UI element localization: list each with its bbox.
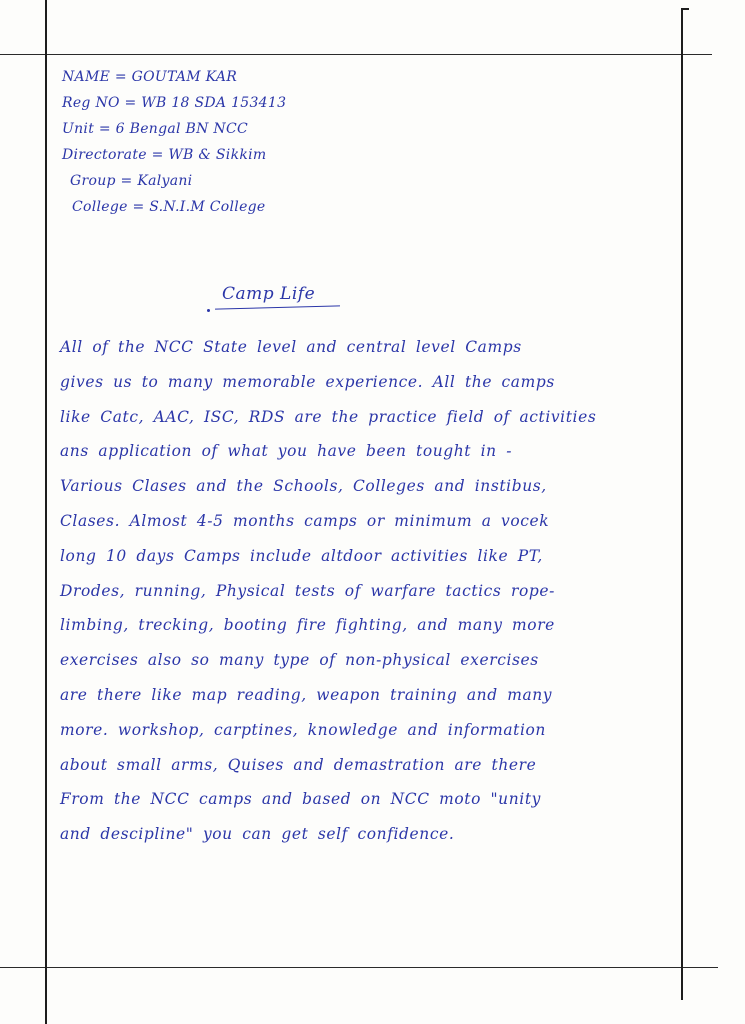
- essay-line: limbing, trecking, booting fire fighting, and many more: [60, 616, 555, 635]
- essay-title: Camp Life: [222, 284, 316, 304]
- essay-line: All of the NCC State level and central level Camps: [60, 338, 522, 356]
- name-line: NAME = GOUTAM KAR: [62, 69, 238, 85]
- directorate-line: Directorate = WB & Sikkim: [62, 147, 267, 163]
- left-margin-line: [45, 0, 47, 1024]
- group-line: Group = Kalyani: [70, 173, 193, 189]
- essay-line: about small arms, Quises and demastration are there: [60, 755, 537, 774]
- bottom-margin-line: [0, 967, 718, 968]
- college-line: College = S.N.I.M College: [72, 199, 266, 215]
- essay-body: [60, 330, 690, 852]
- essay-line: Clases. Almost 4-5 months camps or minimum a vocek: [60, 511, 550, 530]
- unit-line: Unit = 6 Bengal BN NCC: [62, 121, 248, 137]
- essay-line: Drodes, running, Physical tests of warfare tactics rope-: [60, 581, 555, 600]
- top-margin-line: [0, 54, 712, 55]
- reg-no-line: Reg NO = WB 18 SDA 153413: [62, 95, 287, 111]
- essay-line: are there like map reading, weapon training and many: [60, 685, 553, 704]
- essay-line: Various Clases and the Schools, Colleges and instibus,: [60, 477, 547, 496]
- corner-tick: [681, 8, 689, 10]
- title-dot: [207, 309, 210, 312]
- essay-line: like Catc, AAC, ISC, RDS are the practice field of activities: [60, 407, 597, 426]
- essay-line: gives us to many memorable experience. All the camps: [60, 372, 555, 391]
- title-underline: [215, 305, 340, 309]
- essay-line: exercises also so many type of non-physical exercises: [60, 651, 539, 670]
- essay-line: From the NCC camps and based on NCC moto "unity: [60, 790, 541, 809]
- essay-line: long 10 days Camps include altdoor activities like PT,: [60, 546, 543, 565]
- essay-line: ans application of what you have been tought in -: [60, 442, 513, 461]
- student-details: [62, 64, 286, 220]
- essay-line: more. workshop, carptines, knowledge and information: [60, 720, 546, 739]
- essay-line: and descipline" you can get self confidence.: [60, 825, 455, 844]
